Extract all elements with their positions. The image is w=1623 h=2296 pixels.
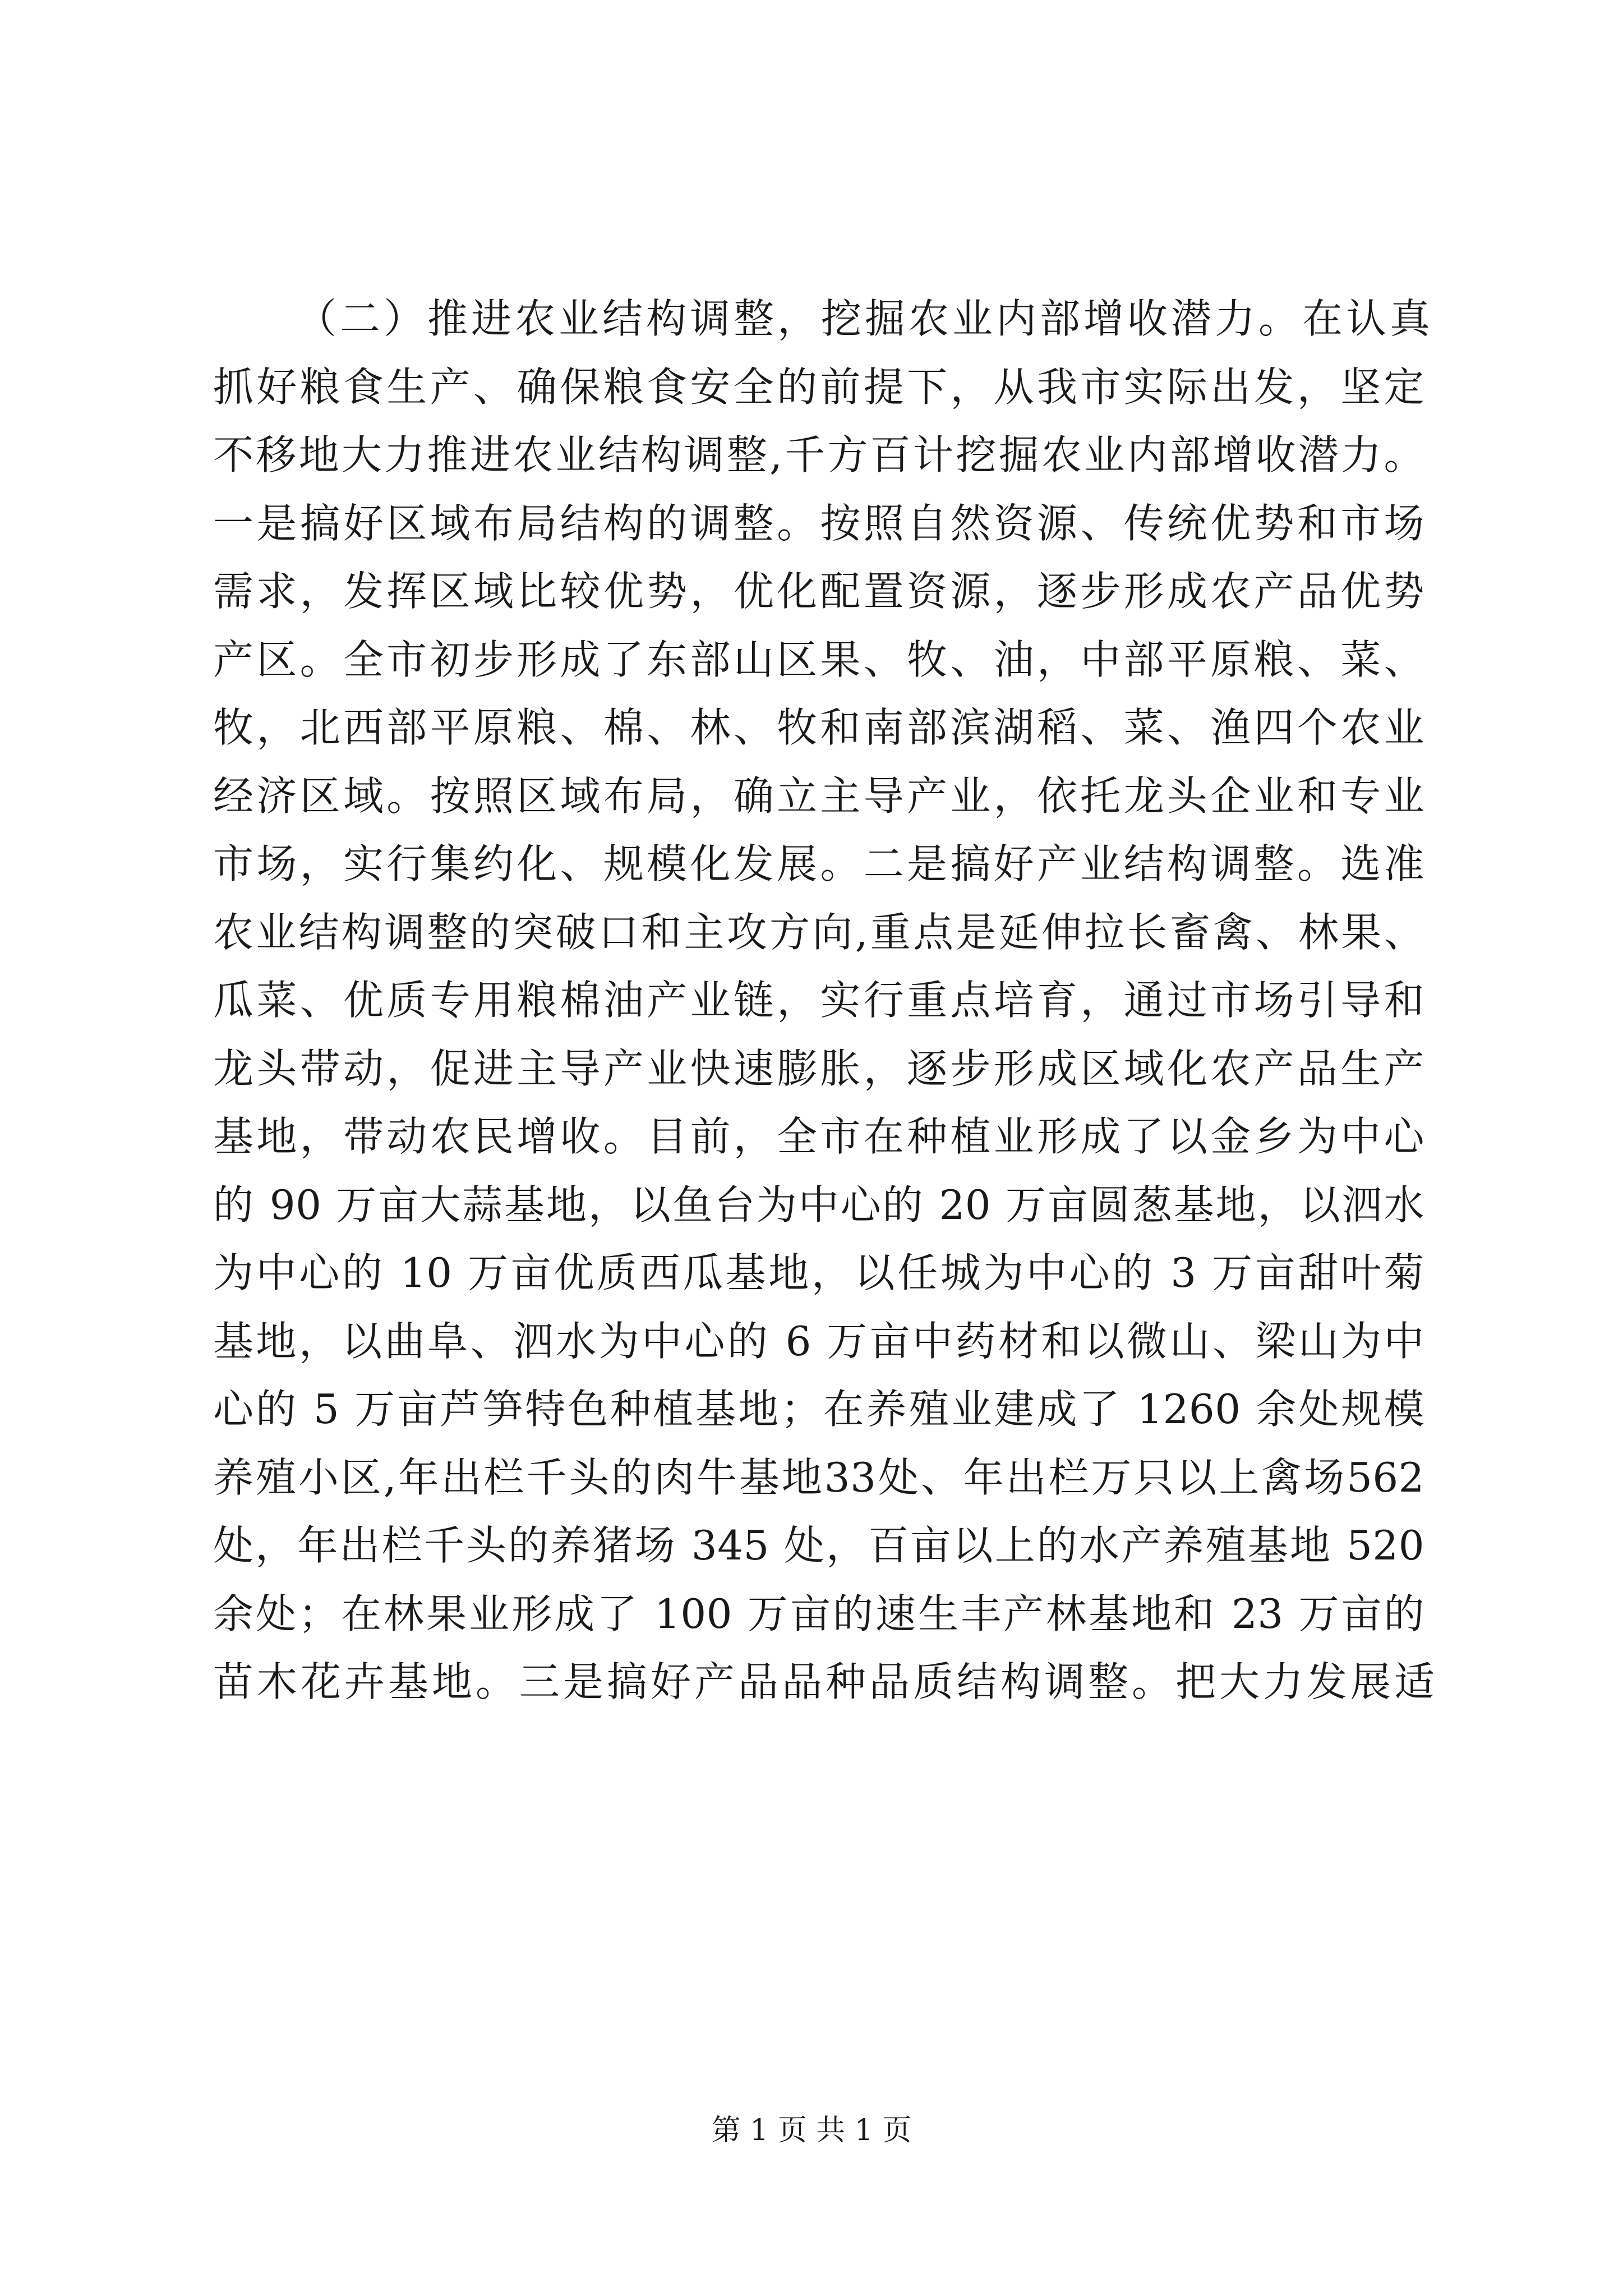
text-line-5: 需求，发挥区域比较优势，优化配置资源，逐步形成农产品优势: [213, 568, 1424, 615]
text-line-15: 为中心的 10 万亩优质西瓜基地，以任城为中心的 3 万亩甜叶菊: [213, 1249, 1424, 1296]
page-footer: [0, 2106, 1623, 2148]
text-line-9: 市场，实行集约化、规模化发展。二是搞好产业结构调整。选准: [213, 840, 1424, 887]
text-line-3: 不移地大力推进农业结构调整,千方百计挖掘农业内部增收潜力。: [213, 431, 1424, 478]
text-line-12: 龙头带动，促进主导产业快速膨胀，逐步形成区域化农产品生产: [213, 1045, 1424, 1092]
text-line-11: 瓜菜、优质专用粮棉油产业链，实行重点培育，通过市场引导和: [213, 977, 1424, 1024]
text-line-4: 一是搞好区域布局结构的调整。按照自然资源、传统优势和市场: [213, 499, 1424, 547]
text-line-17: 心的 5 万亩芦笋特色种植基地；在养殖业建成了 1260 余处规模: [213, 1386, 1424, 1433]
text-line-21: 苗木花卉基地。三是搞好产品品种品质结构调整。把大力发展适: [213, 1658, 1438, 1705]
text-line-13: 基地，带动农民增收。目前，全市在种植业形成了以金乡为中心: [213, 1113, 1424, 1160]
text-line-18: 养殖小区,年出栏千头的肉牛基地33处、年出栏万只以上禽场562: [213, 1453, 1424, 1501]
text-line-10: 农业结构调整的突破口和主攻方向,重点是延伸拉长畜禽、林果、: [213, 908, 1424, 956]
text-line-8: 经济区域。按照区域布局，确立主导产业，依托龙头企业和专业: [213, 772, 1424, 820]
text-line-1: （二）推进农业结构调整，挖掘农业内部增收潜力。在认真: [296, 295, 1434, 342]
text-line-16: 基地，以曲阜、泗水为中心的 6 万亩中药材和以微山、梁山为中: [213, 1317, 1424, 1365]
text-line-7: 牧，北西部平原粮、棉、林、牧和南部滨湖稻、菜、渔四个农业: [213, 704, 1424, 751]
page-number-label: 第 1 页 共 1 页: [711, 2114, 912, 2147]
body-paragraph: [213, 285, 1438, 1717]
text-line-14: 的 90 万亩大蒜基地，以鱼台为中心的 20 万亩圆葱基地，以泗水: [213, 1181, 1424, 1228]
text-line-2: 抓好粮食生产、确保粮食安全的前提下，从我市实际出发，坚定: [213, 363, 1424, 411]
text-line-19: 处，年出栏千头的养猪场 345 处，百亩以上的水产养殖基地 520: [213, 1522, 1424, 1569]
text-line-20: 余处；在林果业形成了 100 万亩的速生丰产林基地和 23 万亩的: [213, 1590, 1424, 1637]
text-line-6: 产区。全市初步形成了东部山区果、牧、油，中部平原粮、菜、: [213, 636, 1424, 683]
